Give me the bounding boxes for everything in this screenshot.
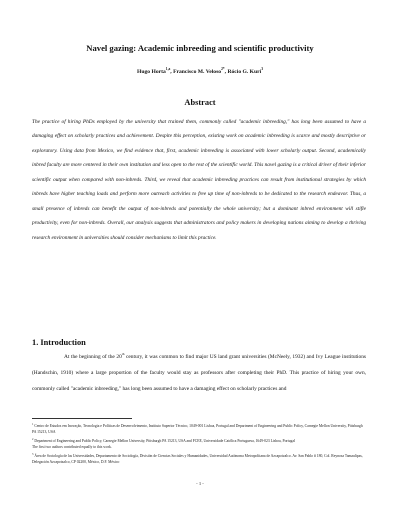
page-number: - 1 - bbox=[196, 481, 204, 486]
footnote-text: Área de Sociología de las Universidades, Departamento de Sociología, División de Ciencias Sociales y Humanidades, Universidad Autónoma Metropolitana de Azcapotzalco. Av. San Pablo # 180, Col. Reynosa Tamaulipas, Delegación Azcapotzalco, CP 02200, México, D.F. México bbox=[32, 454, 363, 465]
author-line: Hugo Horta$^{1,a}$, Francisco M. Veloso$^{2*}$, Rócio G. Kuri$^3$ bbox=[137, 67, 263, 75]
author-affiliation-mark: 3 bbox=[261, 67, 263, 71]
abstract-text: The practice of hiring PhDs employed by the university that trained them, commonly called "academic inbreeding," has long been assumed to have a damaging effect on scholarly practices and achievement. Despite this perception, existing work on academic inbreeding is scarce and mostly descriptive or exploratory. Using data from Mexico, we find evidence that, first, academic inbreeding is associated with lower scholarly output. Second, academically inbred faculty are more centered in their own institution and less open to the rest of the scientific world. This navel gazing is a critical driver of their inferior scientific output when compared with non-inbreds. Third, we reveal that academic inbreeding practices can result from institutional strategies by which inbreds have higher teaching loads and perform more outreach activities to free up time of non-inbreds to be dedicated to the research endeavor. Thus, a small presence of inbreds can benefit the output of non-inbreds and potentially the whole university; but a dominant inbred environment will stifle productivity, even for non-inbreds. Overall, our analysis suggests that administrators and policy makers in developing nations aiming to develop a thriving research environment in universities should consider mechanisms to limit this practice. bbox=[32, 119, 366, 241]
footnote bbox=[32, 445, 366, 451]
footnote bbox=[32, 452, 366, 466]
introduction-body bbox=[32, 350, 366, 397]
abstract-heading: Abstract bbox=[184, 98, 216, 107]
footnote-text: The first two authors contributed equally to this work. bbox=[32, 445, 112, 450]
footnotes bbox=[32, 422, 366, 467]
author-affiliation-mark: 1,a bbox=[165, 67, 171, 71]
author-affiliation-mark: 2* bbox=[221, 67, 225, 71]
ordinal-superscript: th bbox=[121, 352, 125, 357]
footnote bbox=[32, 437, 366, 445]
section-heading-introduction: 1. Introduction bbox=[32, 338, 86, 347]
intro-text-rest: century, it was common to find major US land grant universities (McNeely, 1932) and Ivy League institutions (Handschin, 1910) where a large proportion of the faculty would stay as professors after completing their PhD. This practice of hiring your own, commonly called "academic inbreeding," has long been assumed to have a damaging effect on scholarly practices and bbox=[32, 354, 366, 392]
footnote-text: Department of Engineering and Public Policy, Carnegie Mellon University, Pittsburgh PA 15213, USA and FCEE, Universidade Católica Portuguesa, 1649-023 Lisboa, Portugal bbox=[34, 438, 296, 443]
footnote-mark: 2 bbox=[32, 437, 34, 441]
footnote-text: Centro de Estudos em Inovação, Tecnologia e Políticas de Desenvolvimento, Instituto Superior Técnico, 1049-001 Lisboa, Portugal and Department of Engineering and Public Policy, Carnegie Mellon University, Pittsburgh PA 15213, USA bbox=[32, 424, 363, 435]
paper-title: Navel gazing: Academic inbreeding and scientific productivity bbox=[86, 43, 314, 53]
footnote bbox=[32, 422, 366, 436]
footnote-mark: 1 bbox=[32, 423, 34, 426]
introduction-paragraph bbox=[32, 350, 366, 397]
author-name: Hugo Horta bbox=[137, 68, 166, 75]
footnote-mark: 3 bbox=[32, 452, 34, 456]
intro-text-start: At the beginning of the 20 bbox=[64, 354, 122, 360]
footnote-divider bbox=[32, 418, 132, 419]
author-name: Francisco M. Veloso bbox=[173, 68, 222, 75]
author-name: Rócio G. Kuri bbox=[227, 68, 262, 75]
